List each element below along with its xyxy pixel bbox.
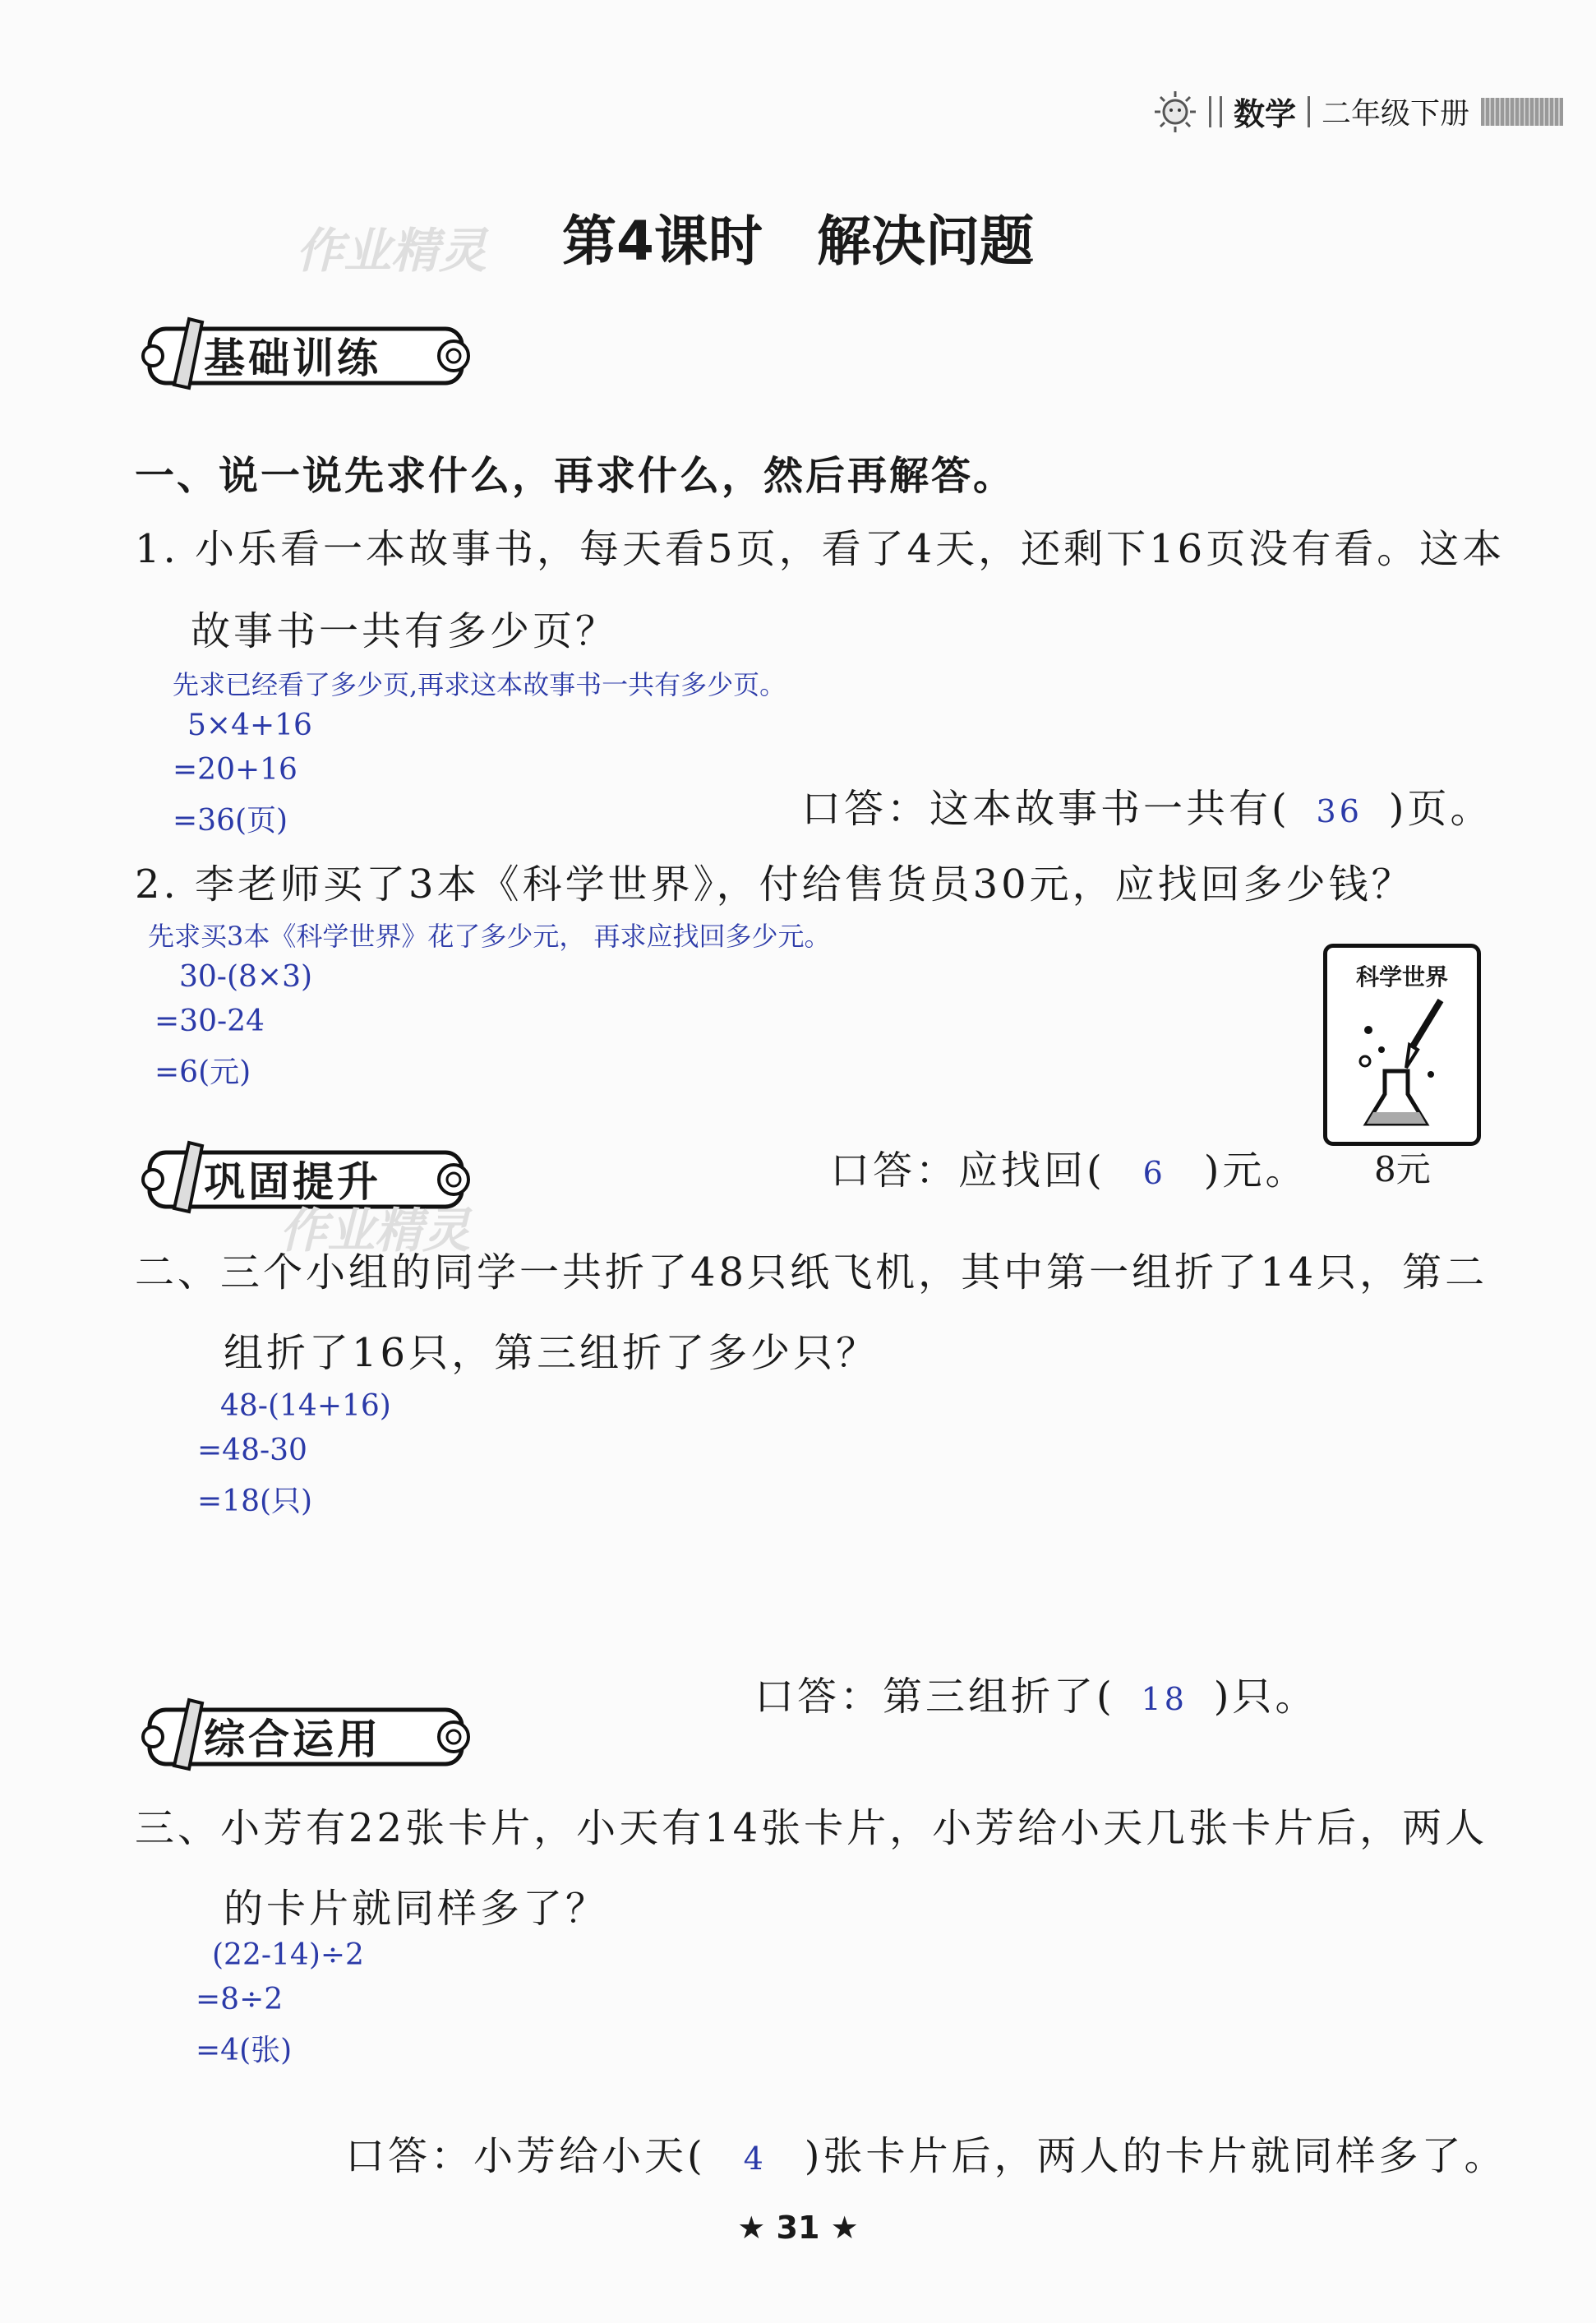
answer-prefix: 口答：这本故事书一共有( bbox=[801, 786, 1290, 832]
q2-work-3: =6(元) bbox=[155, 1055, 251, 1089]
part2-answer bbox=[754, 1665, 1317, 1721]
header-decoration bbox=[1481, 98, 1563, 126]
q1-work-2: =20+16 bbox=[173, 753, 298, 787]
part3-work-2: =8÷2 bbox=[196, 1983, 284, 2016]
answer-value: 18 bbox=[1141, 1681, 1188, 1717]
section-banner-comprehensive bbox=[131, 1685, 485, 1776]
q1-line1: 1. 小乐看一本故事书，每天看5页，看了4天，还剩下16页没有看。这本 bbox=[135, 526, 1506, 572]
header-divider bbox=[1209, 96, 1222, 127]
book-price: 8元 bbox=[1374, 1149, 1431, 1189]
q2-line1: 2. 李老师买了3本《科学世界》，付给售货员30元，应找回多少钱？ bbox=[135, 861, 1414, 907]
answer-value: 6 bbox=[1142, 1155, 1166, 1191]
answer-suffix: )元。 bbox=[1203, 1148, 1308, 1194]
answer-suffix: )张卡片后，两人的卡片就同样多了。 bbox=[804, 2133, 1507, 2179]
q1-line2: 故事书一共有多少页？ bbox=[191, 608, 619, 654]
part2-work-2: =48-30 bbox=[197, 1434, 307, 1467]
answer-prefix: 口答：第三组折了( bbox=[754, 1674, 1115, 1720]
watermark: 作业精灵 bbox=[279, 1203, 471, 1258]
part3-work-3: =4(张) bbox=[196, 2034, 293, 2067]
header-subject: 数学 bbox=[1233, 95, 1296, 132]
page-number: ★ 31 ★ bbox=[737, 2210, 859, 2246]
page-title: 第4课时 解决问题 bbox=[562, 210, 1034, 273]
part2-work-3: =18(只) bbox=[197, 1485, 313, 1518]
q2-work-1: 30-(8×3) bbox=[179, 960, 313, 994]
q2-note: 先求买3本《科学世界》花了多少元， 再求应找回多少元。 bbox=[148, 921, 831, 952]
banner-label: 基础训练 bbox=[204, 335, 381, 382]
part2-work-1: 48-(14+16) bbox=[220, 1389, 391, 1423]
q2-answer bbox=[830, 1138, 1308, 1195]
banner-label: 综合运用 bbox=[204, 1716, 381, 1763]
q2-work-2: =30-24 bbox=[155, 1004, 265, 1038]
answer-prefix: 口答：应找回( bbox=[830, 1148, 1105, 1194]
page-header bbox=[1153, 89, 1563, 134]
answer-value: 4 bbox=[743, 2141, 767, 2177]
part3-work-1: (22-14)÷2 bbox=[212, 1938, 364, 1972]
q1-answer bbox=[801, 777, 1492, 834]
answer-suffix: )只。 bbox=[1213, 1674, 1318, 1720]
answer-prefix: 口答：小芳给小天( bbox=[345, 2133, 706, 2179]
answer-suffix: )页。 bbox=[1388, 786, 1493, 832]
part3-line1: 三、小芳有22张卡片，小天有14张卡片，小芳给小天几张卡片后，两人 bbox=[135, 1805, 1488, 1851]
header-divider bbox=[1308, 96, 1310, 127]
section-banner-basic bbox=[131, 304, 485, 395]
q1-work-1: 5×4+16 bbox=[187, 709, 312, 742]
lab-flask-icon bbox=[1327, 948, 1477, 1142]
part3-answer bbox=[345, 2124, 1506, 2181]
watermark: 作业精灵 bbox=[296, 223, 487, 279]
part3-line2: 的卡片就同样多了？ bbox=[224, 1886, 609, 1932]
banner-label: 巩固提升 bbox=[204, 1158, 381, 1206]
q1-work-3: =36(页) bbox=[173, 804, 288, 838]
book-illustration bbox=[1323, 944, 1481, 1146]
part1-heading: 一、说一说先求什么，再求什么，然后再解答。 bbox=[135, 453, 1016, 499]
part2-line1: 二、三个小组的同学一共折了48只纸飞机，其中第一组折了14只，第二 bbox=[135, 1249, 1488, 1295]
book-title: 科学世界 bbox=[1355, 963, 1448, 991]
answer-value: 36 bbox=[1316, 793, 1363, 829]
header-grade: 二年级下册 bbox=[1321, 97, 1469, 131]
sun-icon bbox=[1153, 90, 1197, 134]
part2-line2: 组折了16只，第三组折了多少只？ bbox=[224, 1330, 879, 1376]
q1-note: 先求已经看了多少页,再求这本故事书一共有多少页。 bbox=[173, 669, 786, 700]
